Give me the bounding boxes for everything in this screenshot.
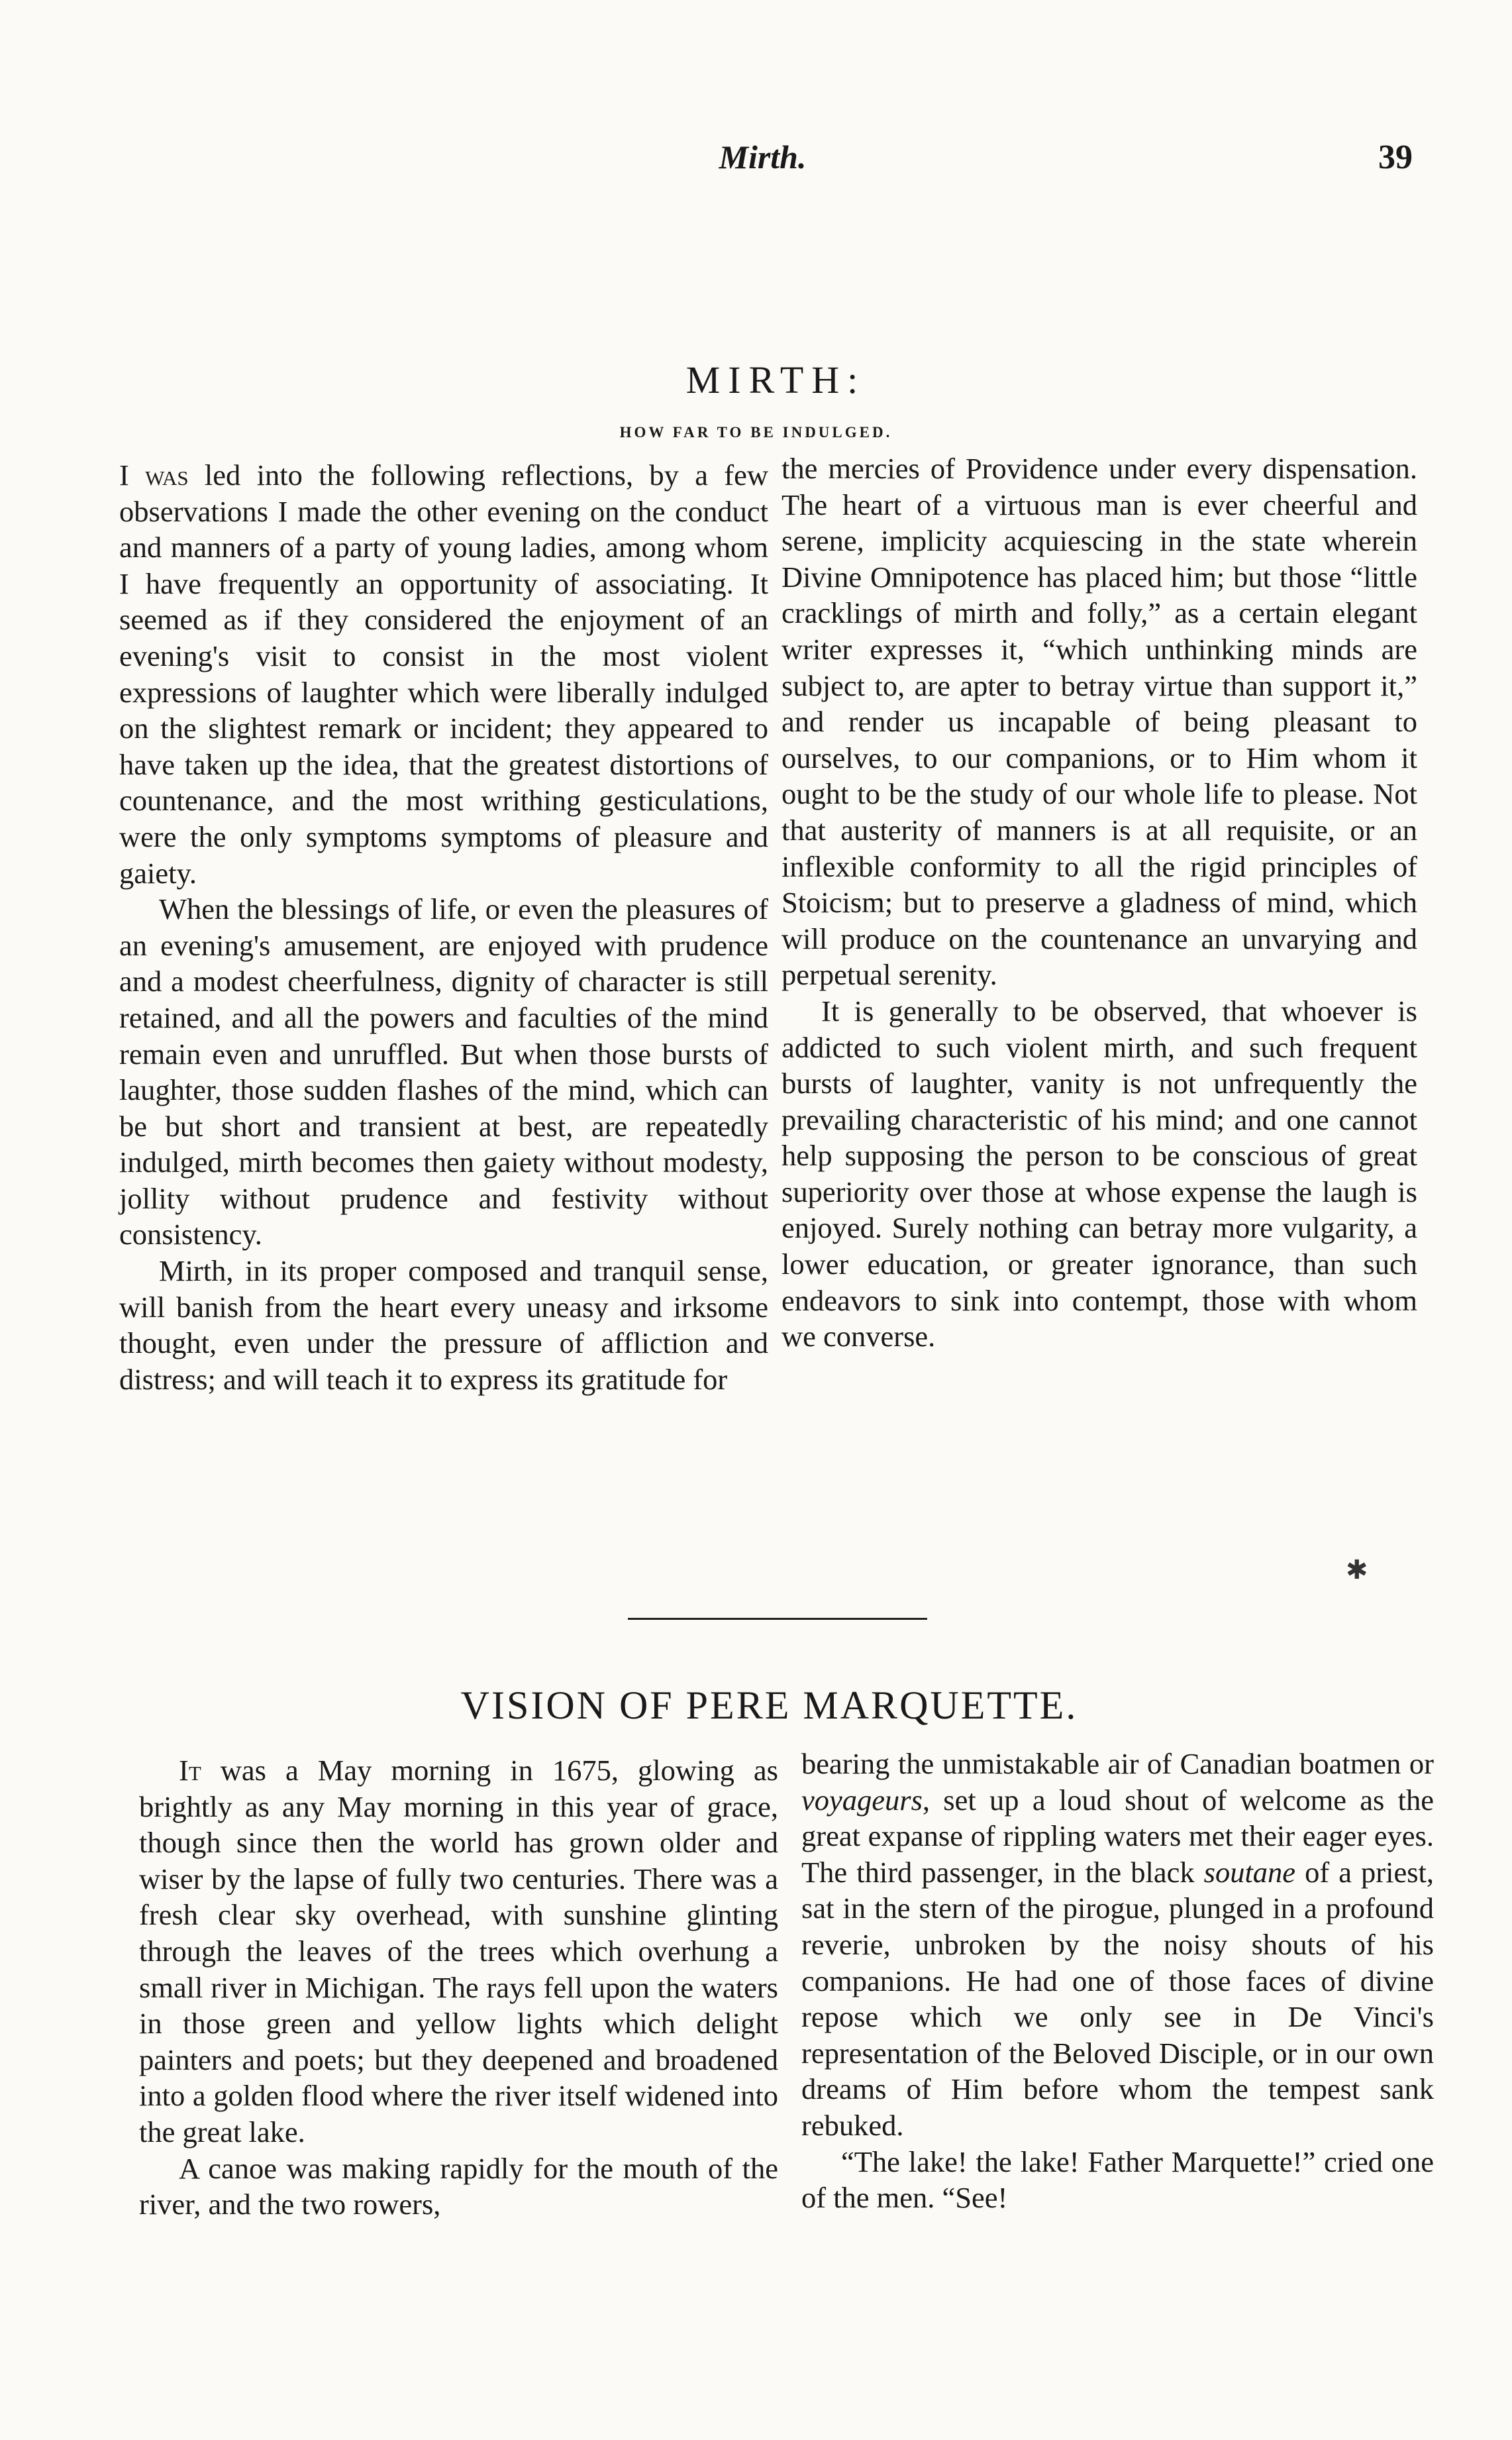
article-title-marquette: VISION OF PERE MARQUETTE. — [460, 1683, 1078, 1727]
marquette-column-left — [139, 1752, 778, 2223]
paragraph: the mercies of Providence under every dispensation. The heart of a virtuous man is ever cheerful and serene, implicity acquiescing in the state wherein Divine Omnipotence has placed him; but those “little cracklings of mirth and folly,” as a certain elegant writer expresses it, “which unthinking minds are subject to, are apter to betray virtue than support it,” and render us incapable of being pleasant to ourselves, to our companions, or to Him whom it ought to be the study of our whole life to please. Not that austerity of manners is at all requisite, or an inflexible conformity to all the rigid principles of Stoicism; but to preserve a gladness of mind, which will produce on the countenance an unvarying and perpetual serenity. — [781, 452, 1417, 992]
marquette-column-right — [801, 1746, 1434, 2216]
paragraph — [119, 457, 768, 891]
paragraph: bearing the unmistakable air of Canadian boatmen or voyageurs, set up a loud shout of welcome as the great expanse of rippling waters met their eager eyes. The third passenger, in the black soutane of a priest, sat in the stern of the pirogue, plunged in a profound reverie, unbroken by the noisy shouts of his companions. He had one of those faces of divine repose which we only see in De Vinci's representation of the Beloved Disciple, or in our own dreams of Him before whom the tempest sank rebuked. — [801, 1747, 1434, 2142]
paragraph-text: led into the following reflections, by a few observations I made the other evening on the conduct and manners of a party of young ladies, among whom I have frequently an opportunity of associating. It seemed as if they considered the enjoyment of an evening's visit to consist in the most violent expressions of laughter which were liberally indulged on the slightest remark or incident; they appeared to have taken up the idea, that the greatest distortions of countenance, and the most writhing gesticulations, were the only symptoms symptoms of pleasure and gaiety. — [119, 458, 768, 890]
running-title: Mirth. — [719, 138, 807, 176]
italic-term: soutane — [1203, 1855, 1296, 1889]
paragraph: “The lake! the lake! Father Marquette!” cried one of the men. “See! — [801, 2145, 1434, 2215]
paragraph: A canoe was making rapidly for the mouth of the river, and the two rowers, — [139, 2151, 778, 2221]
drop-lead: It — [179, 1754, 201, 1787]
paragraph-text: was a May morning in 1675, glowing as brightly as any May morning in this year of grace, though since then the world has grown older and wiser by the lapse of fully two centuries. There was a fresh clear sky overhead, with sunshine glinting through the leaves of the trees which overhung a small river in Michigan. The rays fell upon the waters in those green and yellow lights which delight painters and poets; but they deepened and broadened into a golden flood where the river itself widened into the great lake. — [139, 1754, 778, 2148]
italic-term: voyageurs — [801, 1783, 923, 1817]
paragraph — [139, 1752, 778, 2150]
mirth-column-right — [781, 451, 1417, 1355]
paragraph: Mirth, in its proper composed and tranquil sense, will banish from the heart every uneasy and irksome thought, even under the pressure of affliction and distress; and will teach it to express its gratitude for — [119, 1254, 768, 1396]
article-subtitle-mirth: HOW FAR TO BE INDULGED. — [619, 424, 893, 441]
page-number: 39 — [1378, 138, 1413, 176]
running-head — [113, 138, 1413, 184]
article-title-mirth: MIRTH: — [685, 358, 866, 401]
paragraph: When the blessings of life, or even the pleasures of an evening's amusement, are enjoyed with prudence and a modest cheerfulness, dignity of character is still retained, and all the powers and faculties of the mind remain even and unruffled. But when those bursts of laughter, those sudden flashes of the mind, which can be but short and transient at best, are repeatedly indulged, mirth becomes then gaiety without modesty, jollity without prudence and festivity without consistency. — [119, 892, 768, 1251]
printer-mark-icon: ✱ — [1346, 1555, 1368, 1585]
section-divider — [628, 1618, 927, 1620]
mirth-column-left — [119, 457, 768, 1397]
drop-lead: I was — [119, 458, 189, 492]
paragraph: It is generally to be observed, that whoever is addicted to such violent mirth, and such frequent bursts of laughter, vanity is not unfrequently the prevailing characteristic of his mind; and one cannot help supposing the person to be conscious of great superiority over those at whose expense the laugh is enjoyed. Surely nothing can betray more vulgarity, a lower education, or greater ignorance, than such endeavors to sink into contempt, those with whom we converse. — [781, 994, 1417, 1353]
